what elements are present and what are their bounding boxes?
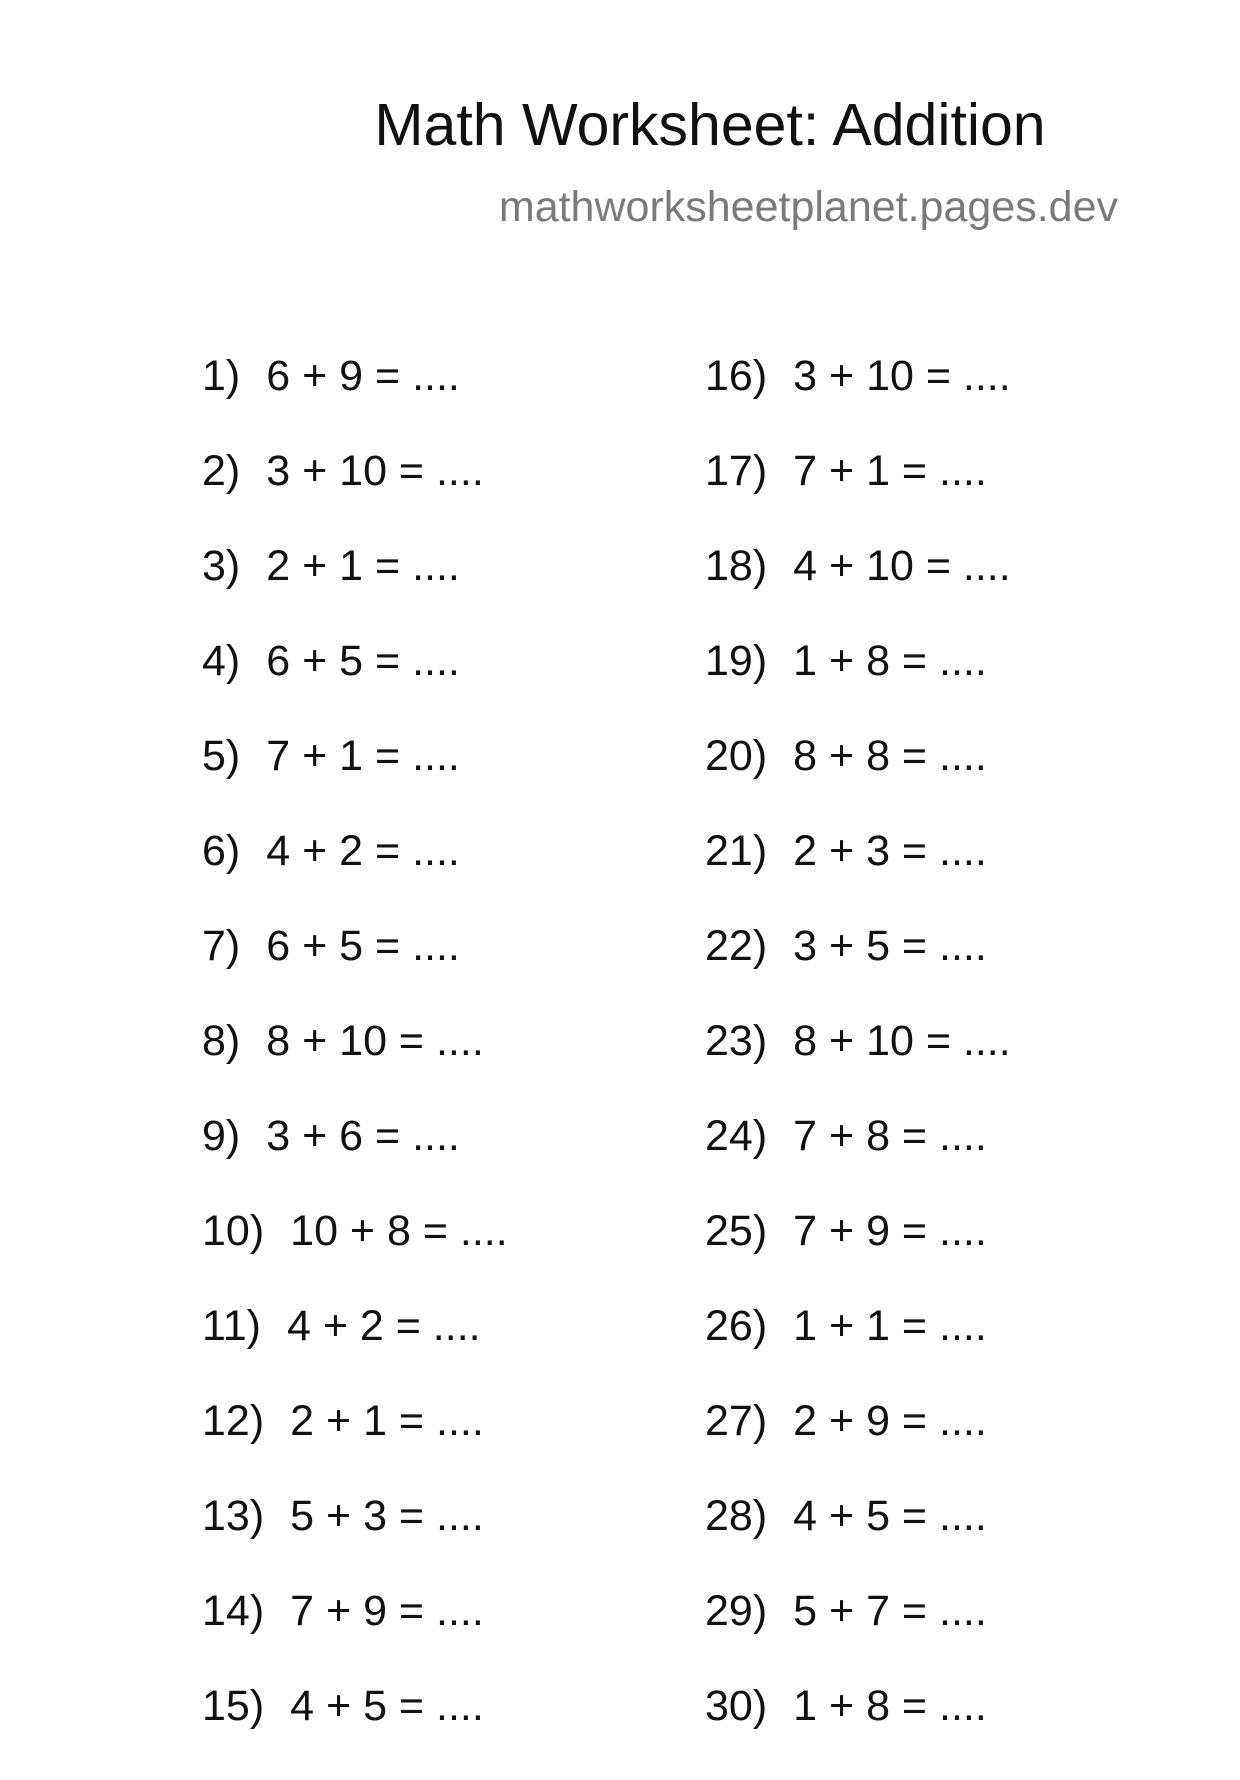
problem-expression: 7 + 9 = .... [793, 1207, 987, 1255]
problem-expression: 2 + 1 = .... [266, 542, 460, 590]
problem-number: 19) [705, 637, 768, 685]
problem-expression: 2 + 3 = .... [793, 827, 987, 875]
problem-item [705, 1397, 1011, 1495]
problem-expression: 3 + 5 = .... [793, 922, 987, 970]
problem-item [705, 1017, 1011, 1115]
problem-item [705, 542, 1011, 640]
problem-number: 26) [705, 1302, 768, 1350]
problem-expression: 7 + 8 = .... [793, 1112, 987, 1160]
problem-number: 2) [202, 447, 241, 495]
problem-number: 14) [202, 1587, 265, 1635]
problem-expression: 7 + 9 = .... [290, 1587, 484, 1635]
problem-number: 29) [705, 1587, 768, 1635]
problem-number: 10) [202, 1207, 265, 1255]
problem-item [202, 352, 508, 450]
problem-item [705, 1682, 1011, 1780]
problem-number: 15) [202, 1682, 265, 1730]
problem-number: 16) [705, 352, 768, 400]
problem-expression: 7 + 1 = .... [793, 447, 987, 495]
problem-expression: 3 + 6 = .... [266, 1112, 460, 1160]
problem-expression: 4 + 5 = .... [290, 1682, 484, 1730]
problem-expression: 4 + 10 = .... [793, 542, 1011, 590]
problem-number: 5) [202, 732, 241, 780]
problem-number: 28) [705, 1492, 768, 1540]
problem-item [202, 1017, 508, 1115]
problem-number: 1) [202, 352, 241, 400]
problem-expression: 6 + 9 = .... [266, 352, 460, 400]
problem-number: 23) [705, 1017, 768, 1065]
problem-item [202, 732, 508, 830]
problem-expression: 6 + 5 = .... [266, 637, 460, 685]
problem-column-right [705, 352, 1011, 1780]
website-label: mathworksheetplanet.pages.dev [498, 183, 1118, 231]
problem-item [705, 827, 1011, 925]
problem-item [705, 1587, 1011, 1685]
problem-expression: 3 + 10 = .... [266, 447, 484, 495]
problem-number: 20) [705, 732, 768, 780]
problem-item [202, 447, 508, 545]
problem-expression: 6 + 5 = .... [266, 922, 460, 970]
problem-expression: 8 + 10 = .... [793, 1017, 1011, 1065]
problem-number: 9) [202, 1112, 241, 1160]
problem-number: 30) [705, 1682, 768, 1730]
problem-number: 22) [705, 922, 768, 970]
problem-item [202, 827, 508, 925]
problem-column-left [202, 352, 508, 1780]
problem-number: 8) [202, 1017, 241, 1065]
problem-item [202, 1112, 508, 1210]
problem-item [202, 542, 508, 640]
problem-expression: 4 + 2 = .... [286, 1302, 481, 1350]
problem-number: 6) [202, 827, 241, 875]
problem-number: 21) [705, 827, 768, 875]
problem-expression: 10 + 8 = .... [290, 1207, 508, 1255]
problem-item [705, 1207, 1011, 1305]
problem-item [705, 447, 1011, 545]
problem-item [202, 922, 508, 1020]
problem-expression: 4 + 2 = .... [266, 827, 460, 875]
problem-item [705, 732, 1011, 830]
problem-item [202, 1302, 508, 1400]
problem-item [202, 1682, 508, 1780]
problem-number: 18) [705, 542, 768, 590]
problem-number: 27) [705, 1397, 768, 1445]
problem-expression: 5 + 3 = .... [290, 1492, 484, 1540]
problem-expression: 5 + 7 = .... [793, 1587, 987, 1635]
problem-item [202, 637, 508, 735]
problem-number: 12) [202, 1397, 265, 1445]
problem-number: 7) [202, 922, 241, 970]
problem-item [705, 1112, 1011, 1210]
problem-item [202, 1587, 508, 1685]
problem-number: 3) [202, 542, 241, 590]
problem-item [202, 1397, 508, 1495]
problem-number: 11) [202, 1302, 261, 1350]
problem-expression: 2 + 9 = .... [793, 1397, 987, 1445]
problem-expression: 1 + 8 = .... [793, 1682, 987, 1730]
problem-expression: 3 + 10 = .... [793, 352, 1011, 400]
problem-item [705, 637, 1011, 735]
problem-expression: 7 + 1 = .... [266, 732, 460, 780]
problem-item [705, 1492, 1011, 1590]
problem-item [705, 1302, 1011, 1400]
problem-item [202, 1492, 508, 1590]
problem-number: 24) [705, 1112, 768, 1160]
problem-expression: 8 + 8 = .... [793, 732, 987, 780]
problem-item [705, 922, 1011, 1020]
problem-item [705, 352, 1011, 450]
problem-expression: 2 + 1 = .... [290, 1397, 484, 1445]
page-title: Math Worksheet: Addition [374, 92, 1046, 158]
problem-expression: 1 + 8 = .... [793, 637, 987, 685]
problem-number: 25) [705, 1207, 768, 1255]
problem-number: 17) [705, 447, 768, 495]
problem-expression: 8 + 10 = .... [266, 1017, 484, 1065]
problem-number: 4) [202, 637, 241, 685]
problem-item [202, 1207, 508, 1305]
problem-expression: 1 + 1 = .... [793, 1302, 987, 1350]
problem-number: 13) [202, 1492, 265, 1540]
problem-expression: 4 + 5 = .... [793, 1492, 987, 1540]
